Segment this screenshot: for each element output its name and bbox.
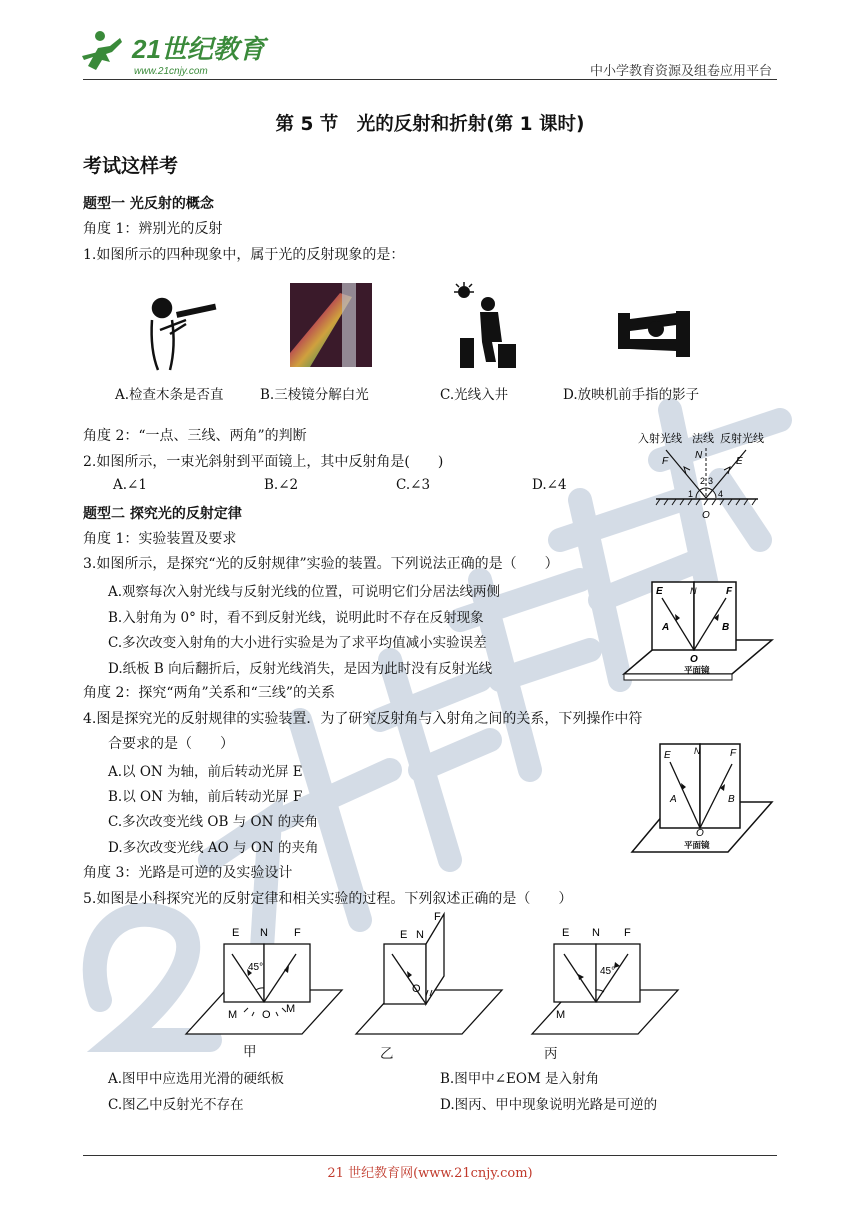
q5a-label-e: E [232, 927, 240, 939]
page-title: 第 5 节 光的反射和折射(第 1 课时) [275, 114, 585, 135]
q1-option-c: C.光线入井 [440, 387, 509, 403]
q2-label-reflected: 反射光线 [720, 433, 764, 445]
q1-image-b [290, 283, 372, 367]
q5c-label-f: F [624, 927, 631, 939]
q5-option-c: C.图乙中反射光不存在 [108, 1097, 244, 1113]
q2-label-incident: 入射光线 [638, 433, 682, 445]
q4-figure [628, 740, 776, 860]
q3-option-a: A.观察每次入射光线与反射光线的位置，可说明它们分居法线两侧 [108, 584, 501, 600]
type1-angle2: 角度 2：“一点、三线、两角”的判断 [83, 428, 307, 444]
q4-label-f: F [730, 748, 737, 759]
q2-label-2: 2 [700, 476, 706, 486]
header-divider [83, 79, 777, 80]
q5a-label-m: M [228, 1009, 238, 1021]
q4-label-e: E [664, 750, 671, 761]
q5a-label-deg: 45° [248, 962, 264, 973]
section-heading: 考试这样考 [83, 155, 179, 177]
q5a-label-o: O [262, 1009, 271, 1021]
q2-label-normal: 法线 [692, 433, 714, 445]
q3-stem: 3.如图所示，是探究“光的反射规律”实验的装置。下列说法正确的是（ ） [83, 556, 559, 572]
footer-divider [83, 1155, 777, 1156]
q5a-label-m2: M [286, 1003, 296, 1015]
q5-option-d: D.图丙、甲中现象说明光路是可逆的 [440, 1097, 658, 1113]
q3-label-e: E [656, 586, 663, 597]
q4-label-n: N [694, 746, 701, 756]
type1-heading: 题型一 光反射的概念 [83, 196, 214, 212]
q4-stem-line2: 合要求的是（ ） [108, 736, 234, 752]
q4-option-d: D.多次改变光线 AO 与 ON 的夹角 [108, 840, 319, 856]
footer-link[interactable]: 21 世纪教育网(www.21cnjy.com) [327, 1166, 533, 1181]
q5-stem: 5.如图是小科探究光的反射定律和相关实验的过程。下列叙述正确的是（ ） [83, 891, 573, 907]
q2-option-a: A.∠1 [113, 477, 147, 493]
q2-option-d: D.∠4 [532, 477, 567, 493]
q5b-label-o: O [412, 983, 421, 995]
q2-label-n: N [695, 450, 703, 461]
q5-figure-yi [354, 906, 504, 1038]
q3-label-o: O [690, 654, 698, 665]
type2-angle2: 角度 2：探究“两角”关系和“三线”的关系 [83, 685, 335, 701]
q1-image-a [146, 290, 218, 372]
q2-option-c: C.∠3 [396, 477, 431, 493]
q2-option-b: B.∠2 [264, 477, 299, 493]
q5c-label-e: E [562, 927, 570, 939]
logo-text: 21世纪教育 [132, 34, 265, 64]
q3-label-n: N [690, 586, 697, 596]
q4-stem-line1: 4.图是探究光的反射规律的实验装置．为了研究反射角与入射角之间的关系，下列操作中符 [83, 711, 643, 727]
q3-label-b: B [722, 622, 730, 633]
q1-option-a: A.检查木条是否直 [115, 387, 224, 403]
q4-option-a: A.以 ON 为轴，前后转动光屏 E [108, 764, 303, 780]
logo-url: www.21cnjy.com [134, 66, 208, 77]
q2-figure [636, 428, 776, 524]
q4-label-o: O [696, 828, 704, 839]
q4-label-a: A [670, 794, 677, 805]
q5c-label-n: N [592, 927, 600, 939]
q5a-label-f: F [294, 927, 301, 939]
q5c-label-deg: 45° [600, 966, 616, 977]
site-logo [80, 26, 270, 78]
q1-stem: 1.如图所示的四种现象中，属于光的反射现象的是： [83, 247, 405, 263]
q1-image-d [616, 305, 692, 361]
q3-option-b: B.入射角为 0° 时，看不到反射光线，说明此时不存在反射现象 [108, 610, 484, 626]
q2-label-3: 3 [708, 476, 714, 486]
q2-label-f: F [662, 456, 669, 467]
q5b-label-e: E [400, 929, 408, 941]
q5-figure-bing [530, 918, 680, 1038]
q4-label-b: B [728, 794, 735, 805]
q5-caption-yi: 乙 [380, 1046, 394, 1062]
q5-figure-jia [184, 918, 344, 1038]
type2-angle1: 角度 1：实验装置及要求 [83, 531, 237, 547]
q5-caption-jia: 甲 [243, 1044, 257, 1060]
q4-label-mirror: 平面镜 [684, 840, 710, 850]
q4-option-b: B.以 ON 为轴，前后转动光屏 F [108, 789, 303, 805]
type1-angle1: 角度 1：辨别光的反射 [83, 221, 223, 237]
q2-label-e: E [736, 456, 743, 467]
q1-image-c [452, 282, 518, 370]
platform-name: 中小学教育资源及组卷应用平台 [589, 64, 772, 79]
q5-caption-bing: 丙 [544, 1046, 558, 1062]
q3-label-mirror: 平面镜 [684, 665, 710, 675]
q2-label-o: O [702, 510, 710, 521]
q5a-label-n: N [260, 927, 268, 939]
q1-option-d: D.放映机前手指的影子 [563, 387, 700, 403]
q3-option-d: D.纸板 B 向后翻折后，反射光线消失，是因为此时没有反射光线 [108, 661, 493, 677]
q3-option-c: C.多次改变入射角的大小进行实验是为了求平均值减小实验误差 [108, 635, 487, 651]
q3-label-f: F [726, 586, 733, 597]
q5b-label-n: N [416, 929, 424, 941]
q5-option-b: B.图甲中∠EOM 是入射角 [440, 1071, 600, 1087]
q5b-label-f: F [434, 911, 441, 923]
q2-label-4: 4 [718, 489, 724, 499]
q1-option-b: B.三棱镜分解白光 [260, 387, 369, 403]
q3-figure [618, 578, 778, 684]
q4-option-c: C.多次改变光线 OB 与 ON 的夹角 [108, 814, 319, 830]
type2-angle3: 角度 3：光路是可逆的及实验设计 [83, 865, 293, 881]
q2-stem: 2.如图所示，一束光斜射到平面镜上，其中反射角是( ) [83, 454, 444, 470]
q2-label-1: 1 [688, 489, 694, 499]
type2-heading: 题型二 探究光的反射定律 [83, 506, 242, 522]
q5-option-a: A.图甲中应选用光滑的硬纸板 [108, 1071, 285, 1087]
q5c-label-m: M [556, 1009, 566, 1021]
q3-label-a: A [662, 622, 670, 633]
